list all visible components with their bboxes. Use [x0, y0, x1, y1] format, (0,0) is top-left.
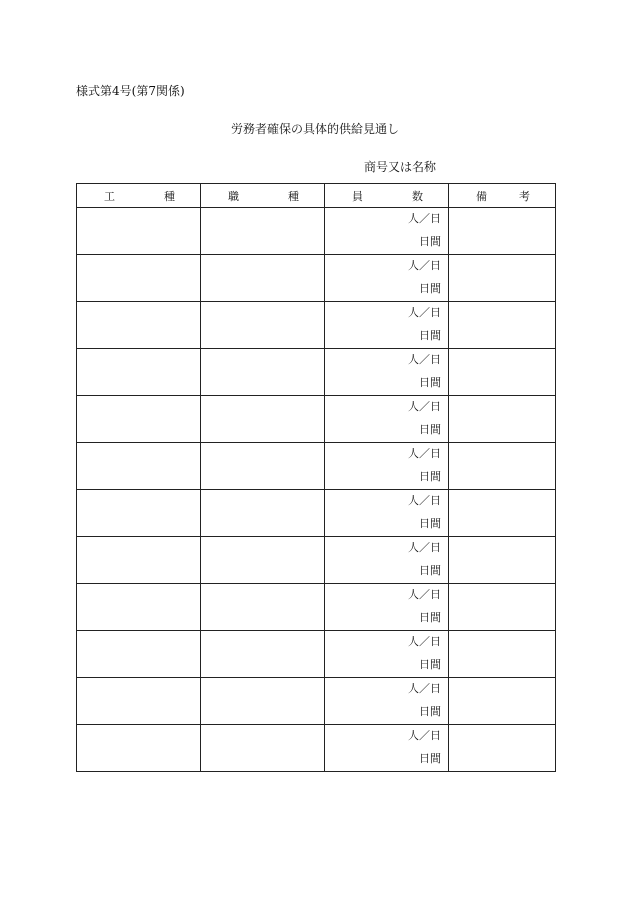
job-type-cell[interactable]: [201, 631, 325, 678]
header-staff-count-char-1: 員: [352, 189, 363, 203]
persons-per-day-unit: 人／日: [408, 400, 441, 413]
header-remarks: [449, 184, 556, 208]
staff-count-cell[interactable]: [325, 490, 449, 537]
persons-per-day-unit: 人／日: [408, 682, 441, 695]
table-body: [77, 208, 556, 772]
remarks-cell[interactable]: [449, 443, 556, 490]
staff-count-cell[interactable]: [325, 725, 449, 772]
table-row: [77, 302, 556, 349]
table-row: [77, 349, 556, 396]
staff-count-cell[interactable]: [325, 631, 449, 678]
job-type-cell[interactable]: [201, 349, 325, 396]
days-unit: 日間: [419, 235, 441, 248]
staff-count-cell[interactable]: [325, 584, 449, 631]
persons-per-day-unit: 人／日: [408, 447, 441, 460]
company-name-label: 商号又は名称: [364, 160, 437, 174]
remarks-cell[interactable]: [449, 678, 556, 725]
header-job-type: [201, 184, 325, 208]
staff-count-cell[interactable]: [325, 302, 449, 349]
remarks-cell[interactable]: [449, 631, 556, 678]
table-row: [77, 678, 556, 725]
job-type-cell[interactable]: [201, 302, 325, 349]
work-type-cell[interactable]: [77, 725, 201, 772]
form-number: 様式第4号(第7関係): [76, 84, 185, 98]
work-type-cell[interactable]: [77, 678, 201, 725]
table-row: [77, 396, 556, 443]
days-unit: 日間: [419, 282, 441, 295]
table-row: [77, 725, 556, 772]
table-row: [77, 631, 556, 678]
work-type-cell[interactable]: [77, 255, 201, 302]
persons-per-day-unit: 人／日: [408, 353, 441, 366]
job-type-cell[interactable]: [201, 255, 325, 302]
staff-count-cell[interactable]: [325, 255, 449, 302]
table-row: [77, 208, 556, 255]
days-unit: 日間: [419, 611, 441, 624]
remarks-cell[interactable]: [449, 584, 556, 631]
header-work-type-char-2: 種: [164, 189, 175, 203]
labor-supply-table: [76, 183, 556, 772]
persons-per-day-unit: 人／日: [408, 729, 441, 742]
header-work-type-char-1: 工: [104, 189, 115, 203]
staff-count-cell[interactable]: [325, 537, 449, 584]
table-row: [77, 537, 556, 584]
work-type-cell[interactable]: [77, 349, 201, 396]
persons-per-day-unit: 人／日: [408, 541, 441, 554]
persons-per-day-unit: 人／日: [408, 588, 441, 601]
header-remarks-char-2: 考: [519, 189, 530, 203]
days-unit: 日間: [419, 423, 441, 436]
header-work-type: [77, 184, 201, 208]
header-job-type-char-2: 種: [288, 189, 299, 203]
work-type-cell[interactable]: [77, 537, 201, 584]
header-job-type-char-1: 職: [228, 189, 239, 203]
staff-count-cell[interactable]: [325, 443, 449, 490]
job-type-cell[interactable]: [201, 537, 325, 584]
header-staff-count: [325, 184, 449, 208]
staff-count-cell[interactable]: [325, 208, 449, 255]
days-unit: 日間: [419, 564, 441, 577]
table-header-row: [77, 184, 556, 208]
days-unit: 日間: [419, 658, 441, 671]
staff-count-cell[interactable]: [325, 396, 449, 443]
header-remarks-char-1: 備: [476, 189, 487, 203]
header-staff-count-char-2: 数: [412, 189, 423, 203]
days-unit: 日間: [419, 752, 441, 765]
table-row: [77, 490, 556, 537]
staff-count-cell[interactable]: [325, 349, 449, 396]
days-unit: 日間: [419, 329, 441, 342]
days-unit: 日間: [419, 376, 441, 389]
remarks-cell[interactable]: [449, 537, 556, 584]
table-row: [77, 584, 556, 631]
job-type-cell[interactable]: [201, 725, 325, 772]
persons-per-day-unit: 人／日: [408, 212, 441, 225]
job-type-cell[interactable]: [201, 678, 325, 725]
work-type-cell[interactable]: [77, 490, 201, 537]
days-unit: 日間: [419, 705, 441, 718]
days-unit: 日間: [419, 470, 441, 483]
job-type-cell[interactable]: [201, 396, 325, 443]
job-type-cell[interactable]: [201, 208, 325, 255]
table-row: [77, 255, 556, 302]
persons-per-day-unit: 人／日: [408, 635, 441, 648]
work-type-cell[interactable]: [77, 302, 201, 349]
days-unit: 日間: [419, 517, 441, 530]
remarks-cell[interactable]: [449, 208, 556, 255]
job-type-cell[interactable]: [201, 490, 325, 537]
table-row: [77, 443, 556, 490]
remarks-cell[interactable]: [449, 396, 556, 443]
staff-count-cell[interactable]: [325, 678, 449, 725]
work-type-cell[interactable]: [77, 443, 201, 490]
remarks-cell[interactable]: [449, 349, 556, 396]
job-type-cell[interactable]: [201, 443, 325, 490]
persons-per-day-unit: 人／日: [408, 259, 441, 272]
remarks-cell[interactable]: [449, 725, 556, 772]
persons-per-day-unit: 人／日: [408, 494, 441, 507]
remarks-cell[interactable]: [449, 255, 556, 302]
work-type-cell[interactable]: [77, 396, 201, 443]
job-type-cell[interactable]: [201, 584, 325, 631]
work-type-cell[interactable]: [77, 208, 201, 255]
remarks-cell[interactable]: [449, 302, 556, 349]
work-type-cell[interactable]: [77, 584, 201, 631]
remarks-cell[interactable]: [449, 490, 556, 537]
persons-per-day-unit: 人／日: [408, 306, 441, 319]
document-title: 労務者確保の具体的供給見通し: [231, 122, 400, 136]
work-type-cell[interactable]: [77, 631, 201, 678]
